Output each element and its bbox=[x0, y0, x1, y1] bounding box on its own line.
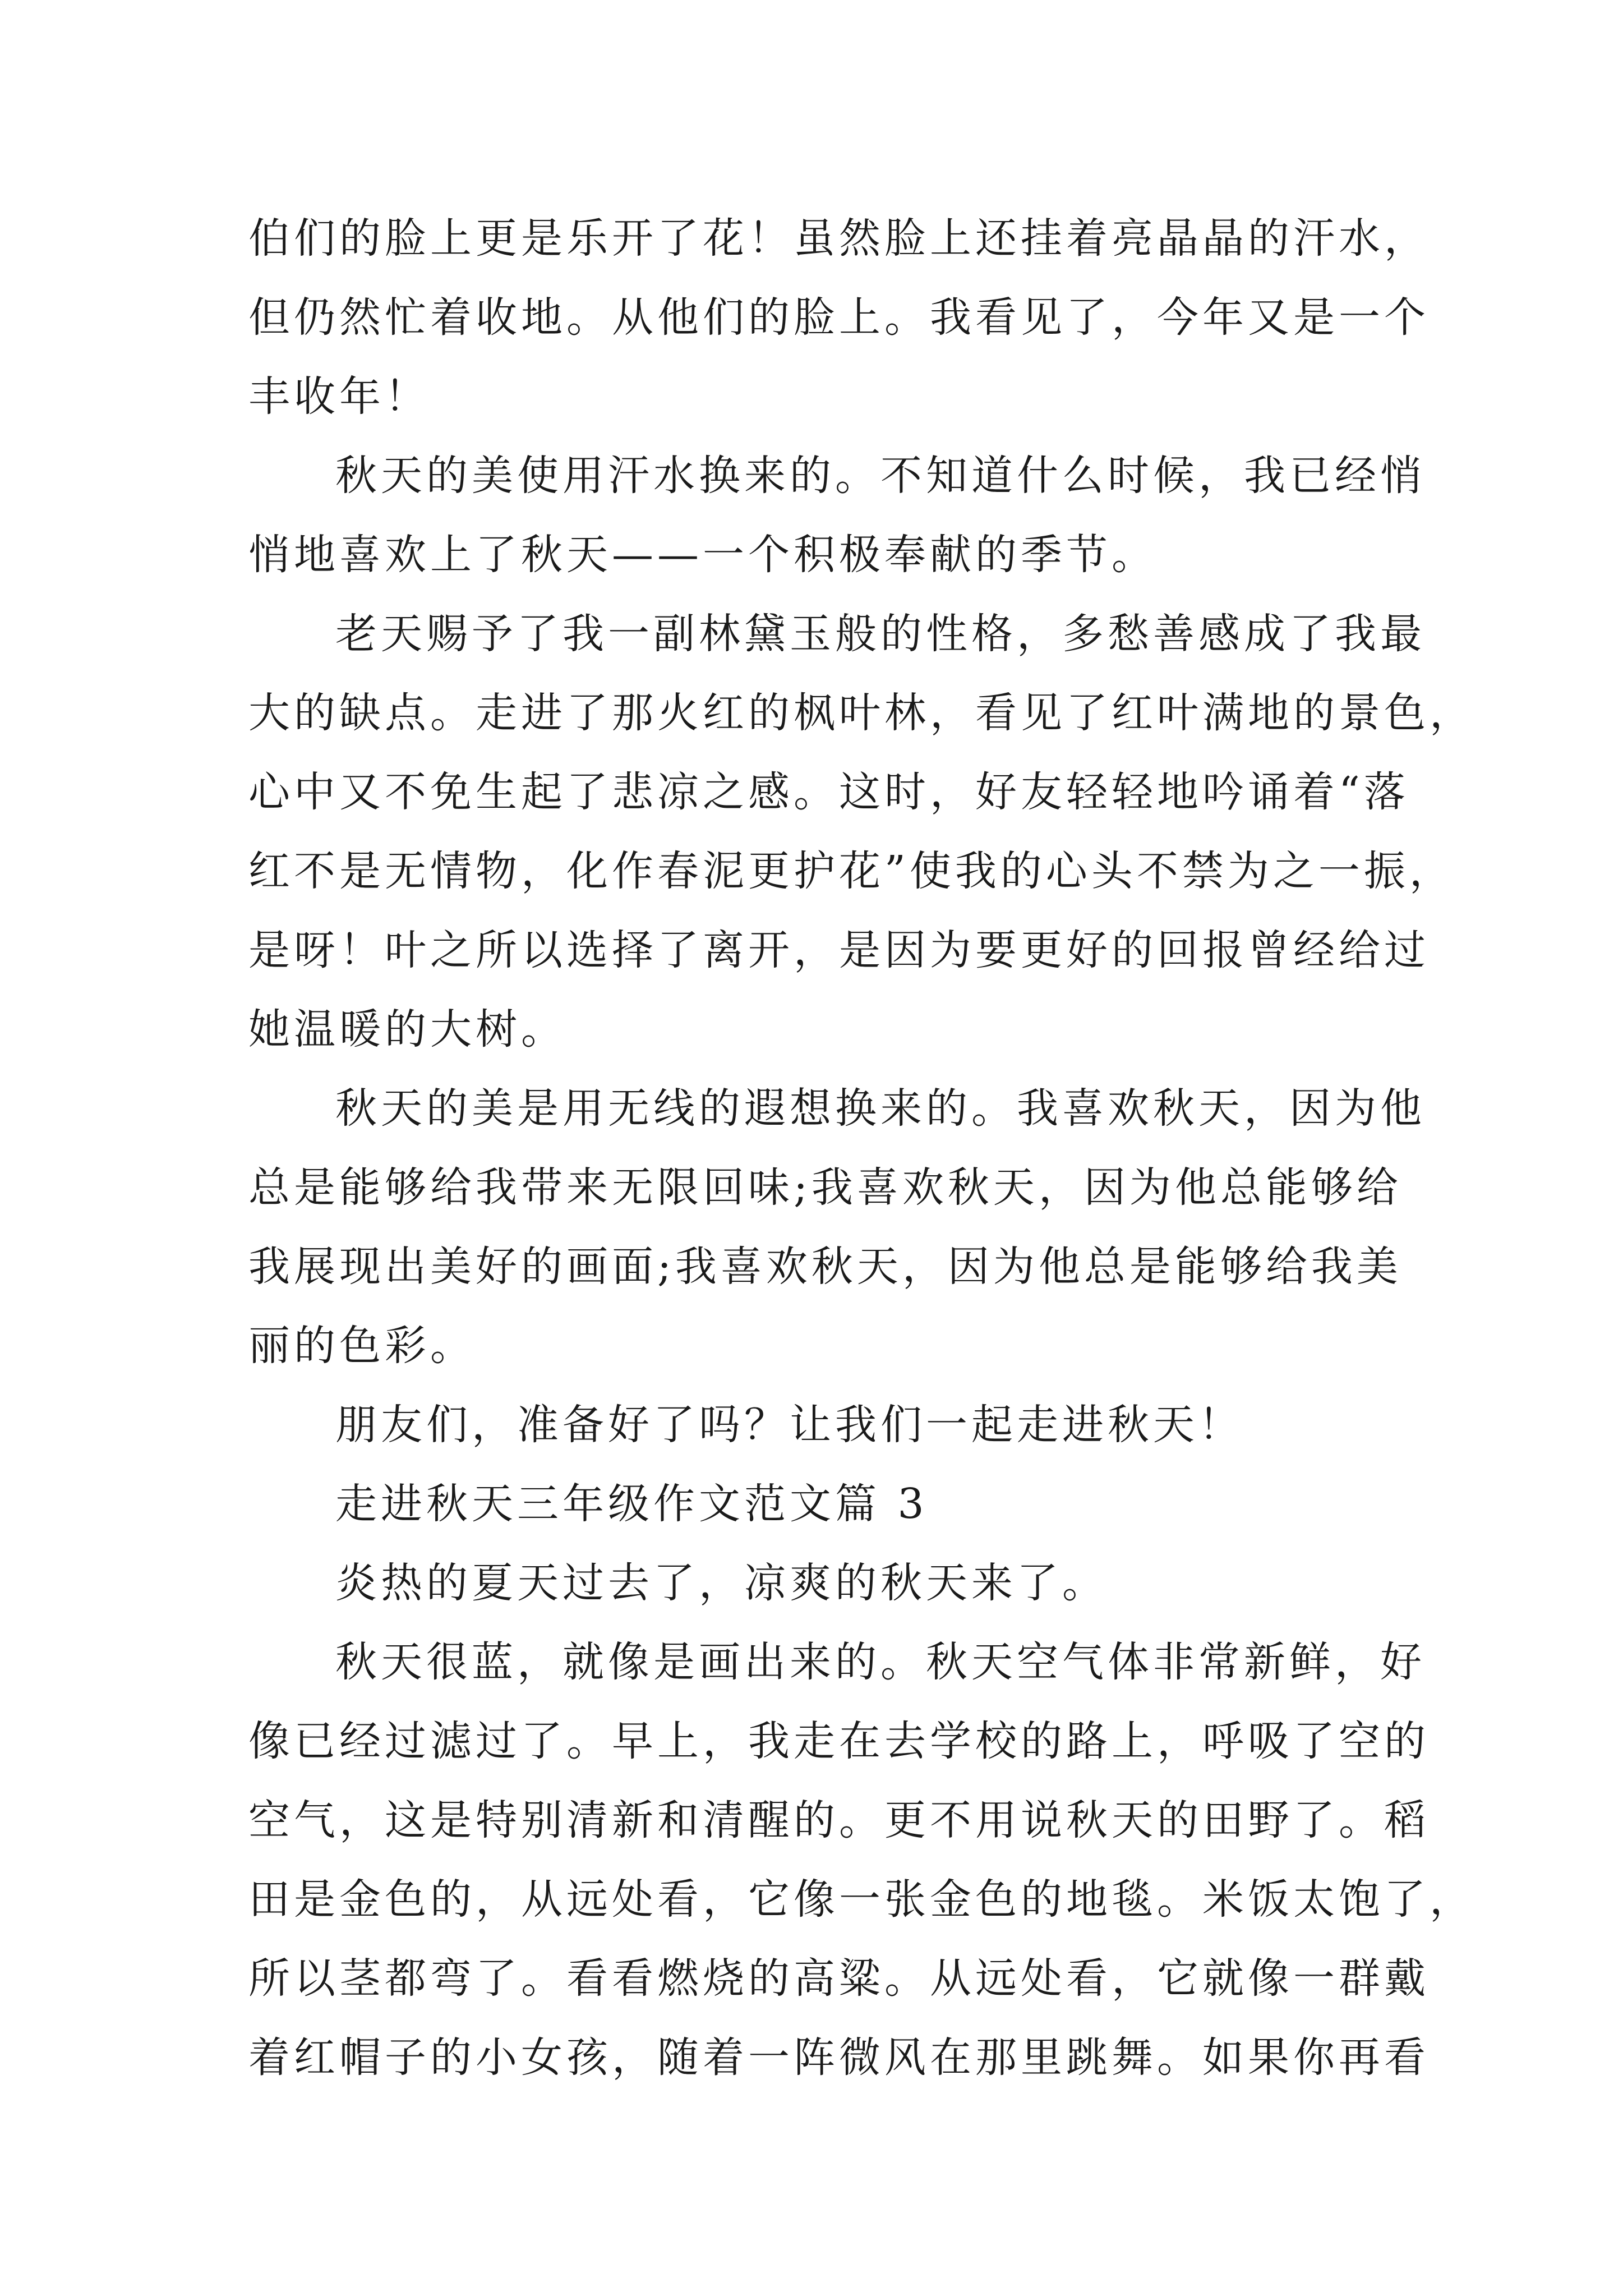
text-line: 心中又不免生起了悲凉之感。这时，好友轻轻地吟诵着“落 bbox=[248, 768, 1409, 816]
text-line: 秋天的美使用汗水换来的。不知道什么时候，我已经悄 bbox=[335, 452, 1426, 500]
text-line: 丽的色彩。 bbox=[248, 1322, 476, 1370]
text-line: 老天赐予了我一副林黛玉般的性格，多愁善感成了我最 bbox=[335, 610, 1426, 658]
text-line: 田是金色的，从远处看，它像一张金色的地毯。米饭太饱了， bbox=[248, 1875, 1475, 1924]
text-line: 是呀！叶之所以选择了离开，是因为要更好的回报曾经给过 bbox=[248, 926, 1430, 974]
text-line: 所以茎都弯了。看看燃烧的高粱。从远处看，它就像一群戴 bbox=[248, 1954, 1430, 2003]
text-line: 炎热的夏天过去了，凉爽的秋天来了。 bbox=[335, 1559, 1108, 1607]
text-line: 她温暖的大树。 bbox=[248, 1005, 566, 1053]
text-line: 秋天很蓝，就像是画出来的。秋天空气体非常新鲜，好 bbox=[335, 1638, 1426, 1686]
text-line: 我展现出美好的画面;我喜欢秋天，因为他总是能够给我美 bbox=[248, 1243, 1402, 1291]
text-line: 但仍然忙着收地。从他们的脸上。我看见了，今年又是一个 bbox=[248, 293, 1430, 342]
text-line: 伯们的脸上更是乐开了花！虽然脸上还挂着亮晶晶的汗水， bbox=[248, 214, 1430, 263]
text-line: 空气，这是特别清新和清醒的。更不用说秋天的田野了。稻 bbox=[248, 1796, 1430, 1844]
text-line: 走进秋天三年级作文范文篇 3 bbox=[335, 1480, 928, 1528]
text-line: 丰收年！ bbox=[248, 372, 430, 421]
text-line: 秋天的美是用无线的遐想换来的。我喜欢秋天，因为他 bbox=[335, 1084, 1426, 1133]
text-line: 悄地喜欢上了秋天——一个积极奉献的季节。 bbox=[248, 531, 1157, 579]
text-line: 大的缺点。走进了那火红的枫叶林，看见了红叶满地的景色， bbox=[248, 689, 1475, 737]
text-line: 着红帽子的小女孩，随着一阵微风在那里跳舞。如果你再看 bbox=[248, 2033, 1430, 2082]
text-line: 总是能够给我带来无限回味;我喜欢秋天，因为他总能够给 bbox=[248, 1163, 1402, 1212]
text-line: 红不是无情物，化作春泥更护花”使我的心头不禁为之一振， bbox=[248, 847, 1455, 895]
text-line: 朋友们，准备好了吗？让我们一起走进秋天！ bbox=[335, 1401, 1244, 1449]
text-line: 像已经过滤过了。早上，我走在去学校的路上，呼吸了空的 bbox=[248, 1717, 1430, 1765]
essay-body bbox=[248, 199, 1475, 2097]
